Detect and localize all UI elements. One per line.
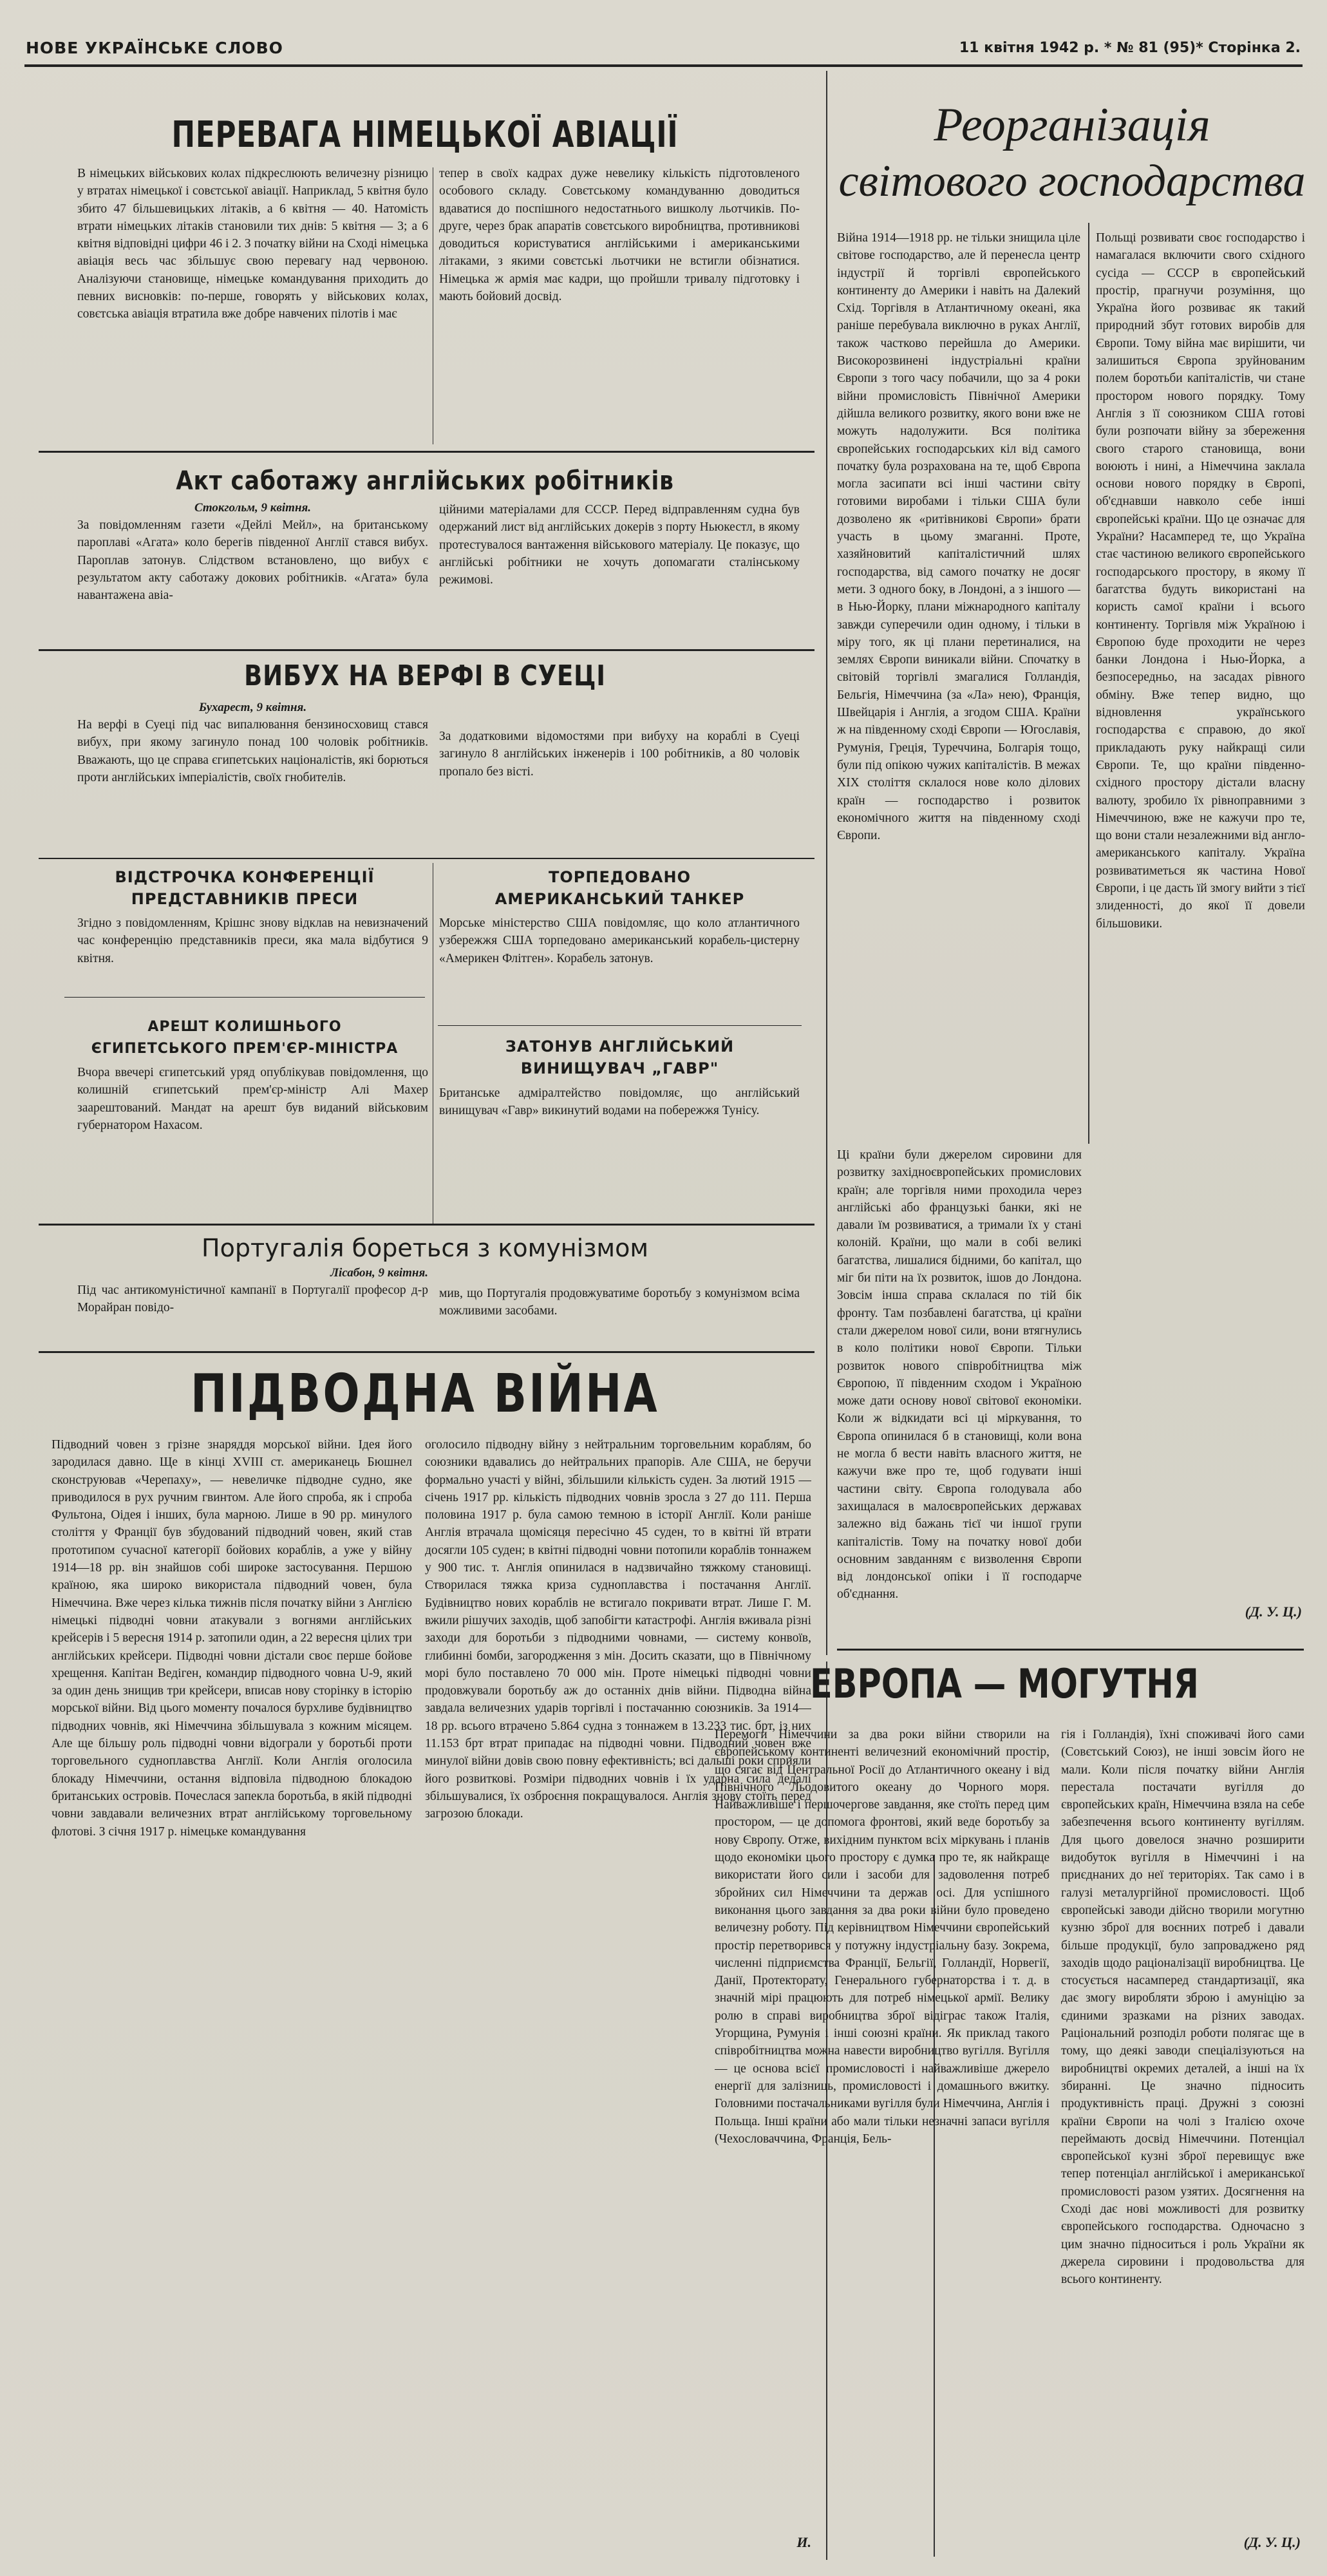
article-body: Британське адміралтейство повідомляє, що англійський винищувач «Гавр» викинутий водами на побережжя Тунісу. (439, 1086, 800, 1118)
article-body (77, 1266, 428, 1350)
article-body: Вчора ввечері єгипетський уряд опублікував повідомлення, що колишній єгипетський прем'єр-міністр Алі Махер заарештований. Мандат на арешт був виданий військовим губернатором Нахасом. (77, 1066, 428, 1132)
article-text: На верфі в Суеці під час випалювання бензиносховищ стався вибух, при якому загинуло понад 100 чоловік робітників. Вважають, що це справа єгипетських націоналістів, які борються проти англійських імперіалістів, своїх гнобителів. (77, 718, 428, 784)
headline-line: АРЕШТ КОЛИШНЬОГО (147, 1019, 342, 1035)
headline-line: світового господарства (838, 156, 1306, 206)
article-headline: Акт саботажу англійських робітників (176, 466, 674, 496)
section-rule (64, 997, 425, 998)
article-headline (64, 1016, 425, 1061)
column-divider (1088, 223, 1089, 1144)
article-headline (64, 866, 425, 911)
article-headline: ЕВРОПА — МОГУТНЯ (810, 1660, 1199, 1707)
headline-line: Реорганізація (934, 99, 1210, 151)
article-body: За додатковими відомостями при вибуху на кораблі в Суеці загинуло 8 англійських інженерів і 100 робітників, а 80 чоловік пропало без вісті. (439, 730, 800, 779)
article-body: Морське міністерство США повідомляє, що коло атлантичного узбережжя США торпедовано американський корабель-цистерну «Америкен Флітген». Корабель затонув. (439, 916, 800, 965)
article-headline (438, 866, 802, 911)
article-headline (837, 97, 1307, 225)
article-headline: Португалія бореться з комунізмом (202, 1234, 648, 1262)
article-body: Згідно з повідомленням, Крішнс знову відклав на невизначений час конференцію представників преси, яка мала відбутися 9 квітня. (77, 916, 428, 965)
article-body: Перемоги Німеччини за два роки війни створили на європейському континенті величезний економічний простір, що сягає від Центральної Росії до Атлантичного океану і від Північного Льодовитого океану до Чорного моря. Найважливіше і першочергове завдання, яке стоїть перед цим простором, — це допомога фронтові, який веде боротьбу за нову Європу. Отже, вихідним пунктом всіх міркувань і планів щодо економіки цього простору є думка про те, як найкраще використати його сили і засоби для задоволення потреб збройних сил Німеччини та держав осі. Для успішного виконання цього завдання за два роки війни було проведено величезну роботу. Під керівництвом Німеччини європейський простір перетворився у потужну індустріальну базу. Зокрема, численні підприємства Франції, Бельгії, Голландії, Норвегії, Данії, Протекторату, Генерального губернаторства і т. д. в значній мірі працюють для потреб німецької армії. Велику ролю в справі виробництва зброї відіграє також Італія, Угорщина, Румунія і інші союзні країни. Як приклад такого співробітництва можна навести виробництво вугілля. Вугілля — це основа всієї промисловості і найважливіше джерело енергії для залізниць, промисловості і домашнього вжитку. Головними постачальниками вугілля були Німеччина, Англія і Польща. Інші країни або мали тільки незначні запаси вугілля (Чехословаччина, Франція, Бель- (715, 1728, 1049, 2146)
section-rule (39, 451, 814, 453)
column-divider (826, 71, 827, 1655)
headline-line: ЄГИПЕТСЬКОГО ПРЕМ'ЄР-МІНІСТРА (91, 1041, 399, 1057)
article-signature: (Д. У. Ц.) (1243, 2534, 1301, 2550)
masthead-rule (24, 64, 1303, 67)
article-body: Підводний човен з грізне знаряддя морської війни. Ідея його зародилася давно. Ще в кінці XVIII ст. американець Бюшнел сконструював «Черепаху», — невеличке підводне судно, яке приводилося в рух ручним гвинтом. Але його спроба, як і спроба Фультона, Оідея і інших, була марною. Лише в 90 рр. минулого століття у Франції був збудований підводний човен, який став прототипом сучасної категорії бойових кораблів, а уже у війну 1914—18 рр. він знайшов собі широке застосування. Першою країною, яка широко використала підводний човен, була Німеччина. Вже через кілька тижнів після початку війни з Англією німецькі підводні човни атакували з вогнями англійських крейсерів і 5 вересня 1914 р. затопили один, а 22 вересня цілих три англійських крейсери. Підводні човни дістали своє перше бойове хрещення. Капітан Ведіген, командир підводного човна U-9, який за один день знищив три крейсери, вписав нову сторінку в історію морської війни. Від цього моменту почалося бурхливе будівництво підводних човнів, які Німеччина збільшувала з кожним місяцем. Але ще більшу роль підводні човни відограли у боротьбі проти торговельного судноплавства Англії. Коли Англія оголосила блокаду Німеччини, остання відповіла підводною блокадою британських островів. Почеслася запекла боротьба, в якій підводні човни завдавали величезних втрат англійському торговельному флотові. З січня 1917 р. німецьке командування (52, 1438, 412, 1839)
article-body: оголосило підводну війну з нейтральним торговельним кораблям, бо союзники вдавались до нейтральних прапорів. Але США, не беручи формально участі у війні, збільшили кількість суден. За лютий 1915 — січень 1917 рр. кількість підводних човнів зросла з 27 до 111. Перша половина 1917 р. була самою темною в історії Англії. Коли раніше Англія втрачала щомісяця пересічно 45 суден, то в квітні їй втрати досягли 105 суден; в квітні підводні човни потопили кораблів тоннажем у 900 тис. т. Англія опинилася в надзвичайно тяжкому становищі. Створилася тяжка криза судноплавства і постачання Англії. Будівництво нових кораблів не встигало покривати втрат. Лише Г. М. вжили рішучих заходів, щоб запобігти катастрофі. Англія вживала різні заходи для боротьби з підводними човнами, — систему конвоїв, глибинні бомби, загородження з мін. Досить сказати, що в Північному морі було поставлено 70 000 мін. Проте німецькі підводні човни продовжували боротьбу аж до останніх днів війни. Підводна війна завдала величезних ударів торгівлі і постачанню союзників. За 1914—18 рр. всього втрачено 5.864 судна з тоннажем в 13.233 тис. брт, із них 11.153 брт втрат припадає на підводні човни. Підводний човен вже минулої війни довів свою повну ефективність; всі дальші роки сприяли його розвиткові. Розміри підводних човнів і їх ударна сила дедалі збільшувалися, їх озброєння покращувалося. Англія знову стоїть перед загрозою блокади. (425, 1438, 811, 1821)
article-body (77, 501, 428, 649)
section-rule (39, 858, 814, 859)
article-body: Ці країни були джерелом сировини для розвитку західноєвропейських промислових країн; але торгівля ними проходила через англійські або французькі банки, які не давали їм розвиватися, а тримали їх у стані колоній. Країни, що мали в собі великі багатства, лишалися бідними, бо капітал, що міг би піти на їх розвиток, ішов до Лондона. Зовсім інша справа склалася по тій бік фронту. Там позбавлені багатства, ці країни стали джерелом нової сили, вони втягнулись в коло політики нової Європи. Тільки розвиток нового співробітництва між Європою, її південним сходом і Україною може дати основу нової світової економіки. Коли ж відкидати всі ці міркування, то Європа опинилася б в становищі, коли вона не могла б вести навіть власного життя, не кажучи вже про те, щоб годувати інші частини світу. Європа голодувала або захищалася в малоєвропейських державах залежно від бажань тієї чи іншої групи капіталістів. Тому на початку нової доби основним завданням є визволення Європи від лондонської опіки і її господарче об'єднання. (837, 1148, 1082, 1602)
dateline: Стокгольм, 9 квітня. (194, 501, 312, 515)
masthead-issue-info: 11 квітня 1942 р. * № 81 (95)* Сторінка 2. (959, 40, 1301, 56)
section-rule (39, 1224, 814, 1226)
article-signature: (Д. У. Ц.) (1245, 1604, 1302, 1620)
headline-line: ПРЕДСТАВНИКІВ ПРЕСИ (131, 890, 359, 908)
headline-line: ВИНИЩУВАЧ „ГАВР" (520, 1059, 719, 1077)
article-text: Під час антикомуністичної кампанії в Португалії професор д-р Морайран повідо- (77, 1283, 428, 1315)
article-headline: ВИБУХ НА ВЕРФІ В СУЕЦІ (244, 659, 606, 692)
article-text: За повідомленням газети «Дейлі Мейл», на британському пароплаві «Агата» коло берегів південної Англії стався вибух. Пароплав затонув. Слідством встановлено, що вибух є результатом акту саботажу докових робітників. «Агата» була навантажена авіа- (77, 518, 428, 603)
article-headline (438, 1036, 802, 1081)
article-headline: ПІДВОДНА ВІЙНА (191, 1363, 659, 1425)
article-body: тепер в своїх кадрах дуже невелику кількість підготовленого особового складу. Совєтському командуванню доводиться вдаватися до поспішного недостатнього вишколу льотчиків. По-друге, через брак апаратів совєтського виробництва, противникові доводиться користуватися англійськими і американськими літаками, з якими совєтські льотчики не встигли обізнатися. Німецька ж армія має кадри, що пройшли тривалу підготовку і мають бойовий досвід. (439, 167, 800, 304)
headline-line: АМЕРИКАНСЬКИЙ ТАНКЕР (494, 890, 745, 908)
headline-line: ТОРПЕДОВАНО (549, 868, 691, 886)
article-body: В німецьких військових колах підкреслюють величезну різницю у втратах німецької і совєтської авіації. Наприклад, 5 квітня було збито 47 більшевицьких літаків, а 6 квітня — 40. Натомість втрати німецьких літаків становили тих днів: 5 квітня — 3; а 6 квітня відповідні цифри 46 і 2. З початку війни на Сході німецька авіація весь час збільшує свою перевагу над червоною. Аналізуючи становище, німецьке командування приходить до певних висновків: по-перше, говорять у військових колах, совєтська авіація втратила вже добре навчених пілотів і має (77, 167, 428, 321)
section-rule (39, 1351, 814, 1353)
article-body: мив, що Португалія продовжуватиме боротьбу з комунізмом всіма можливими засобами. (439, 1287, 800, 1318)
dateline: Бухарест, 9 квітня. (198, 701, 307, 714)
article-body: гія і Голландія), їхні споживачі його сами (Совєтський Союз), не інші зовсім його не мали. Коли після початку війни Англія перестала постачати вугілля до європейських країн, Німеччина взяла на себе забезпечення всього континенту вугіллям. Для цього довелося значно розширити видобуток вугілля в Німеччині і на приєднаних до неї територіях. Так само і в галузі металургійної промисловості. Щоб європейські заводи дійсно творили могутню кузню зброї для воєнних потреб і давали більше продукції, було запроваджено ряд заходів щодо раціоналізації виробництва. Це стосується насамперед стандартизації, яка дає змогу виробляти зброю і амуніцію за єдиними зразками на різних заводах. Раціональний розподіл роботи полягає ще в тому, що деякі заводи спеціалізуються на виробництві окремих деталей, а інші на їх збиранні. Це значно підносить продуктивність праці. Дружні з союзні країни Європи на чолі з Італією охоче переймають досвід Німеччини. Потенціал європейської кузні зброї перевищує вже тепер потенціал англійської і американської промисловості разом узятих. Досягнення на Сході дає нові можливості для розвитку європейського господарства. Одночасно з цим значно підноситься і роль України як джерела сировини і продовольства для всього континенту. (1061, 1728, 1304, 2287)
article-body (77, 701, 428, 855)
dateline: Лісабон, 9 квітня. (330, 1266, 428, 1280)
article-body: Польщі розвивати своє господарство і намагалася включити свого східного сусіда — СССР в європейський простір, прагнучи розуміння, що Україна його розвиває як такий природний збут готових виробів для Європи. Тому війна має вирішити, чи залишиться Європа зруйнованим полем боротьби капіталістів, чи стане простором нового порядку. Тому Англія з її союзником США готові були розпочати війну за збереження свого старого становища, вони воюють і нині, а Німеччина заклала основи нового порядку в Європі, об'єднавши навколо себе інші європейські країни. Що це означає для України? Насамперед те, що Україна стає частиною великого європейського господарського простору, в якому її багатства будуть використані на користь самої країни і всього континенту. Торгівля між Україною і Європою буде проходити не через банки Лондона і Нью-Йорка, а безпосередньо, на засадах рівного обміну. Вже тепер видно, що відновлення українського господарства є справою, до якої прикладають руку найкращі сили Європи. Те, що країни південно-східного простору дістали власну валюту, зробило їх рівноправними з Німеччиною, вже не кажучи про те, що вони стали незалежними від англо-американського капіталу. Україна розвиватиметься як частина Нової Європи, і це дасть їй змогу вийти з тієї злиденності, до якої її довели більшовики. (1096, 231, 1305, 931)
article-headline: ПЕРЕВАГА НІМЕЦЬКОЇ АВІАЦІЇ (171, 114, 679, 156)
article-body: ційними матеріалами для СССР. Перед відправленням судна був одержаний лист від англійських докерів з порту Ньюкестл, в якому протестувалося вантаження військового матеріалу. Це показує, що англійські робітники не хочуть допомагати сталінському режимові. (439, 503, 800, 587)
headline-line: ЗАТОНУВ АНГЛІЙСЬКИЙ (505, 1037, 735, 1056)
section-rule (39, 649, 814, 651)
article-body: Війна 1914—1918 рр. не тільки знищила ціле світове господарство, але й перенесла центр індустрії й торгівлі європейського континенту до Америки і навіть на Далекий Схід. Торгівля в Атлантичному океані, яка раніше перебувала виключно в руках Англії, також частково перейшла до Америки. Високорозвинені індустріальні країни Європи з того часу побачили, що за 4 роки війни промисловість Північної Америки дійшла великого розвитку, якого вони вже не можуть надолужити. Вся політика європейських господарських кіл від самого початку була розрахована на те, щоб Європа могла засипати всі інші частини світу готовими виробами і тільки США були дозволено як «ритівникові Європи» брати участь в цьому змаганні. Проте, хазяйновитий капіталістичний шлях господарства, від самого початку не досяг мети. З одного боку, в Лондоні, а з іншого — в Нью-Йорку, плани міжнародного капіталу завжди суперечили один одному, і тільки в міру того, як ці плани перетиналися, на землях Європи виникали війни. Спочатку в світовій торгівлі змагалися Голландія, Бельгія, Німеччина (за «Ла» нею), Франція, Швейцарія і Англія, а згодом США. Країни ж на південному сході Європи — Югославія, Румунія, Греція, Туреччина, Болгарія тощо, були під опікою чужих капіталістів. В межах XIX століття склалося нове коло ділових країн — господарство і розвиток економічного життя на південному сході Європи. (837, 231, 1080, 843)
article-signature: И. (796, 2534, 811, 2550)
section-rule (438, 1025, 802, 1026)
headline-line: ВІДСТРОЧКА КОНФЕРЕНЦІЇ (115, 868, 375, 886)
masthead-paper-name: НОВЕ УКРАЇНСЬКЕ СЛОВО (26, 39, 283, 57)
